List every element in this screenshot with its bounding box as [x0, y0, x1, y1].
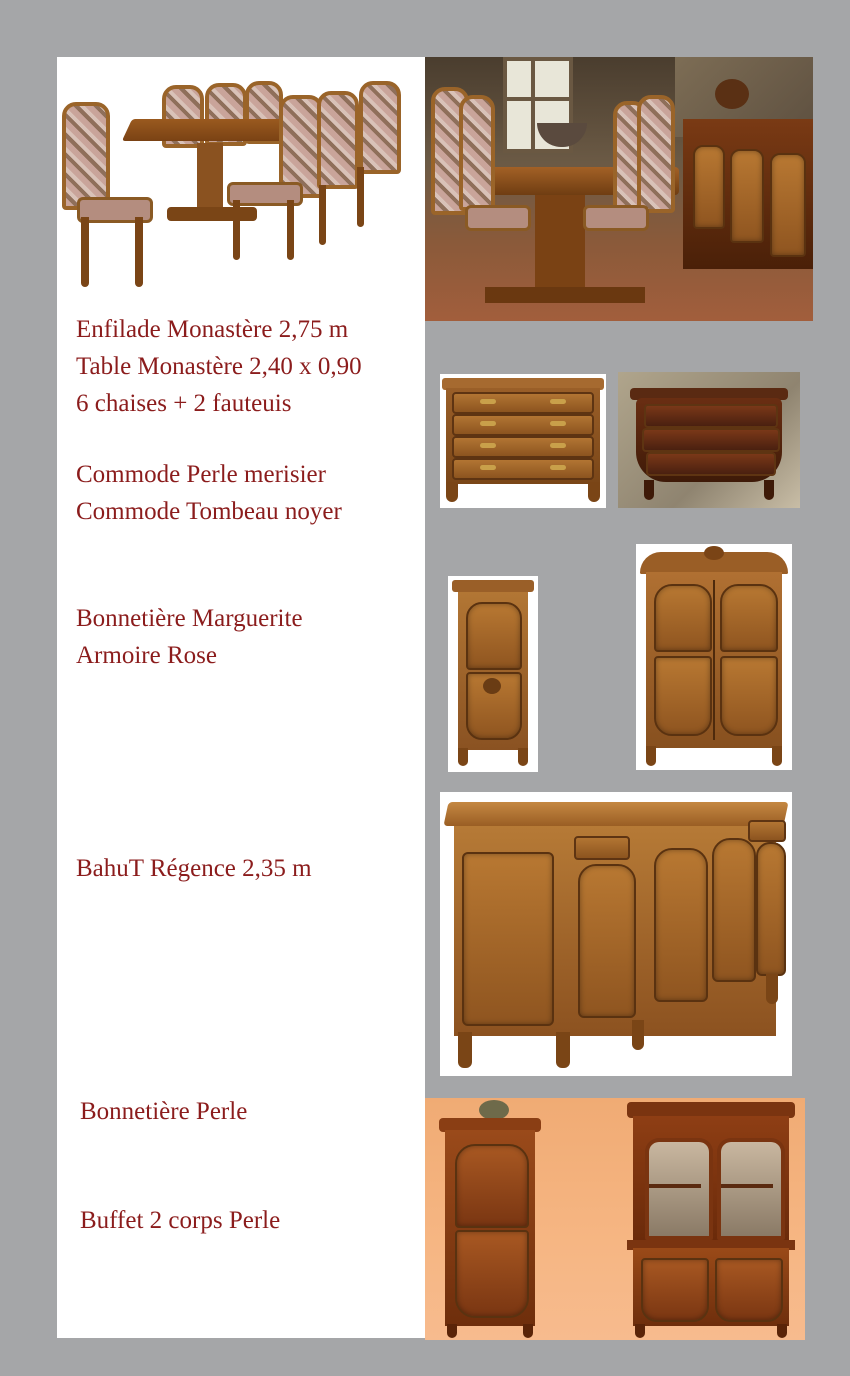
- bahut-regence-photo: [440, 792, 792, 1076]
- label-buffet-2-corps: Buffet 2 corps Perle: [80, 1207, 281, 1234]
- salle-a-manger-interieur-photo: [425, 57, 813, 321]
- label-bonnetiere-marguerite: Bonnetière Marguerite: [76, 605, 303, 632]
- label-commode-perle: Commode Perle merisier: [76, 461, 326, 488]
- label-bahut-regence: BahuT Régence 2,35 m: [76, 855, 312, 882]
- commode-tombeau-photo: [618, 372, 800, 508]
- table-monastere-chaises-photo: [57, 57, 425, 297]
- label-chaises: 6 chaises + 2 fauteuis: [76, 390, 292, 417]
- label-table: Table Monastère 2,40 x 0,90: [76, 353, 362, 380]
- label-enfilade: Enfilade Monastère 2,75 m: [76, 316, 349, 343]
- label-commode-tombeau: Commode Tombeau noyer: [76, 498, 342, 525]
- bonnetiere-perle-buffet-photo: [425, 1098, 805, 1340]
- label-bonnetiere-perle: Bonnetière Perle: [80, 1098, 248, 1125]
- commode-perle-photo: [440, 374, 606, 508]
- bonnetiere-marguerite-photo: [448, 576, 538, 772]
- armoire-rose-photo: [636, 544, 792, 770]
- label-armoire-rose: Armoire Rose: [76, 642, 217, 669]
- bonnetiere-perle-photo: [439, 1098, 543, 1340]
- buffet-2-corps-photo: [627, 1098, 797, 1340]
